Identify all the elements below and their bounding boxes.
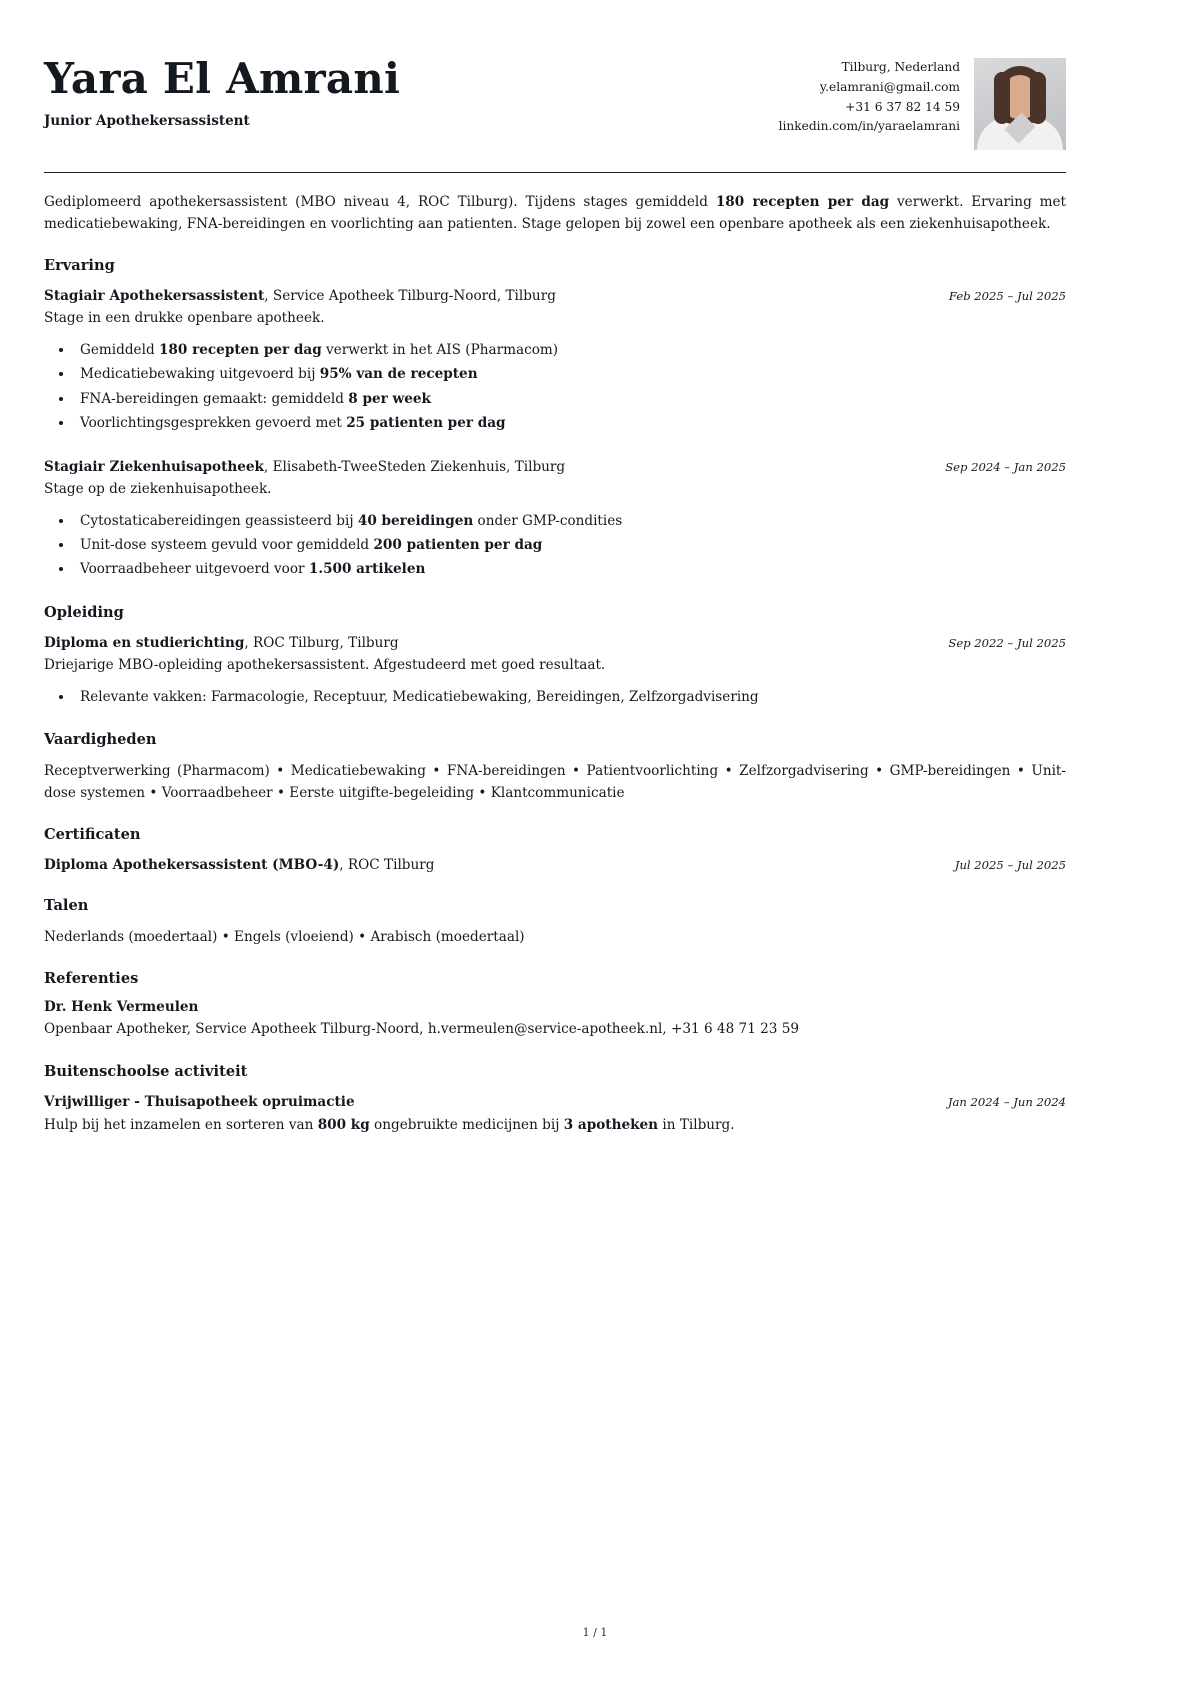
education-entry-1 bbox=[44, 633, 1066, 709]
resume-header bbox=[44, 44, 1066, 150]
header-divider bbox=[44, 172, 1066, 173]
experience-entry-1-bullets bbox=[44, 338, 1066, 435]
list-item: • Relevante vakken: Farmacologie, Receptuur, Medicatiebewaking, Bereidingen, Zelfzorgadvisering bbox=[74, 685, 1066, 709]
section-title-references: Referenties bbox=[44, 970, 139, 988]
avatar bbox=[974, 58, 1066, 150]
extracurricular-entry-1-date: Jan 2024 – Jun 2024 bbox=[947, 1095, 1066, 1110]
section-title-extracurricular: Buitenschoolse activiteit bbox=[44, 1063, 248, 1081]
page-title: Yara El Amrani bbox=[44, 54, 401, 103]
list-item: • FNA-bereidingen gemaakt: gemiddeld 8 per week bbox=[74, 387, 1066, 411]
reference-detail: Openbaar Apotheker, Service Apotheek Tilburg-Noord, h.vermeulen@service-apotheek.nl, +31 6 48 71 23 59 bbox=[44, 1021, 800, 1038]
section-title-languages: Talen bbox=[44, 897, 89, 915]
experience-entry-2-bullets bbox=[44, 509, 1066, 582]
education-entry-1-title: Diploma en studierichting, ROC Tilburg, Tilburg bbox=[44, 634, 399, 651]
section-title-certificates: Certificaten bbox=[44, 825, 141, 843]
section-title-education: Opleiding bbox=[44, 603, 124, 621]
education-entry-1-description: Driejarige MBO-opleiding apothekersassistent. Afgestudeerd met goed resultaat. bbox=[44, 657, 606, 674]
list-item: • Voorlichtingsgesprekken gevoerd met 25 patienten per dag bbox=[74, 411, 1066, 435]
experience-entry-1-title: Stagiair Apothekersassistent, Service Apotheek Tilburg-Noord, Tilburg bbox=[44, 288, 556, 305]
experience-entry-1-date: Feb 2025 – Jul 2025 bbox=[948, 289, 1066, 304]
skills-list: Receptverwerking (Pharmacom) • Medicatiebewaking • FNA-bereidingen • Patientvoorlichting • Zelfzorgadvisering • GMP-bereidingen • Unit-dose systemen • Voorraadbeheer • Eerste uitgifte-begeleiding • Klantcommunicatie bbox=[44, 762, 1066, 801]
extracurricular-entry-1-title: Vrijwilliger - Thuisapotheek opruimactie bbox=[44, 1094, 355, 1111]
certificate-entry-1-date: Jul 2025 – Jul 2025 bbox=[954, 857, 1066, 872]
languages-list: Nederlands (moedertaal) • Engels (vloeiend) • Arabisch (moedertaal) bbox=[44, 929, 525, 946]
education-entry-1-bullets bbox=[44, 685, 1066, 709]
list-item: • Cytostaticabereidingen geassisteerd bij 40 bereidingen onder GMP-condities bbox=[74, 509, 1066, 533]
experience-entry-2-date: Sep 2024 – Jan 2025 bbox=[945, 459, 1066, 474]
experience-entry-2-title: Stagiair Ziekenhuisapotheek, Elisabeth-TweeSteden Ziekenhuis, Tilburg bbox=[44, 458, 566, 475]
certificate-entry-1-title: Diploma Apothekersassistent (MBO-4), ROC Tilburg bbox=[44, 856, 435, 873]
summary-paragraph: Gediplomeerd apothekersassistent (MBO niveau 4, ROC Tilburg). Tijdens stages gemiddeld 180 recepten per dag verwerkt. Ervaring met medicatiebewaking, FNA-bereidingen en voorlichting aan patienten. Stage gelopen bij zowel een openbare apotheek als een ziekenhuisapotheek. bbox=[44, 194, 1067, 233]
page-number: 1 / 1 bbox=[582, 1626, 608, 1639]
list-item: • Gemiddeld 180 recepten per dag verwerkt in het AIS (Pharmacom) bbox=[74, 338, 1066, 362]
contact-block bbox=[779, 58, 960, 137]
contact-location: Tilburg, Nederland bbox=[841, 60, 960, 74]
experience-entry-2 bbox=[44, 457, 1066, 582]
contact-phone[interactable]: +31 6 37 82 14 59 bbox=[845, 99, 960, 114]
header-right bbox=[779, 52, 1066, 150]
list-item: • Voorraadbeheer uitgevoerd voor 1.500 artikelen bbox=[74, 557, 1066, 581]
contact-email[interactable]: y.elamrani@gmail.com bbox=[819, 79, 960, 94]
list-item: • Medicatiebewaking uitgevoerd bij 95% van de recepten bbox=[74, 362, 1066, 386]
experience-entry-1 bbox=[44, 286, 1066, 435]
section-title-skills: Vaardigheden bbox=[44, 730, 157, 748]
experience-entry-1-description: Stage in een drukke openbare apotheek. bbox=[44, 310, 325, 327]
extracurricular-entry-1-description: Hulp bij het inzamelen en sorteren van 800 kg ongebruikte medicijnen bij 3 apotheken in Tilburg. bbox=[44, 1116, 735, 1133]
reference-name: Dr. Henk Vermeulen bbox=[44, 999, 199, 1016]
extracurricular-entry-1 bbox=[44, 1092, 1066, 1136]
job-title: Junior Apothekersassistent bbox=[44, 113, 250, 130]
list-item: • Unit-dose systeem gevuld voor gemiddeld 200 patienten per dag bbox=[74, 533, 1066, 557]
education-entry-1-date: Sep 2022 – Jul 2025 bbox=[948, 635, 1066, 650]
contact-linkedin[interactable]: linkedin.com/in/yaraelamrani bbox=[778, 119, 960, 134]
header-left bbox=[44, 52, 400, 129]
certificate-entry-1 bbox=[44, 855, 1066, 875]
section-title-experience: Ervaring bbox=[44, 257, 115, 275]
experience-entry-2-description: Stage op de ziekenhuisapotheek. bbox=[44, 481, 272, 498]
